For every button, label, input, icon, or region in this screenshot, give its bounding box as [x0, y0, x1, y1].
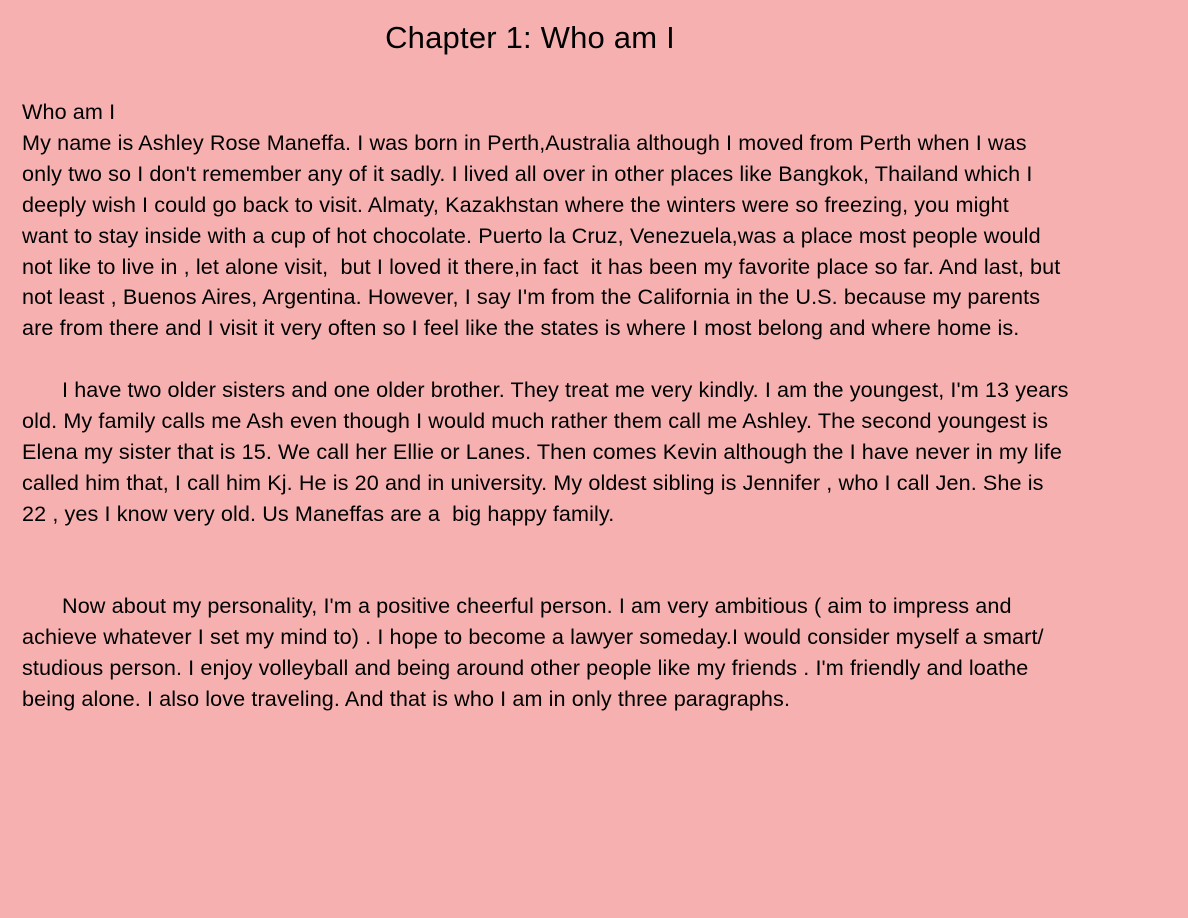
text-line: Now about my personality, I'm a positive cheerful person. I am very ambitious ( aim to impress and [62, 593, 1012, 619]
text-line: only two so I don't remember any of it sadly. I lived all over in other places like Bangkok, Thailand which I [22, 160, 1033, 186]
text-line: 22 , yes I know very old. Us Maneffas are a big happy family. [22, 500, 615, 526]
text-line: called him that, I call him Kj. He is 20 and in university. My oldest sibling is Jennifer , who I call Jen. She is [22, 469, 1044, 495]
text-line: My name is Ashley Rose Maneffa. I was born in Perth,Australia although I moved from Perth when I was [22, 129, 1027, 155]
paragraph-intro [22, 97, 1182, 344]
text-line: Who am I [22, 99, 116, 124]
text-line: I have two older sisters and one older brother. They treat me very kindly. I am the youngest, I'm 13 years [62, 377, 1069, 403]
text-line: not like to live in , let alone visit, but I loved it there,in fact it has been my favorite place so far. And last, but [22, 253, 1061, 279]
text-line: studious person. I enjoy volleyball and being around other people like my friends . I'm friendly and loathe [22, 655, 1029, 681]
text-line: achieve whatever I set my mind to) . I hope to become a lawyer someday.I would consider myself a smart/ [22, 624, 1044, 650]
text-line: want to stay inside with a cup of hot chocolate. Puerto la Cruz, Venezuela,was a place most people would [22, 222, 1041, 248]
paragraph-spacer [22, 344, 1182, 375]
document-body [22, 97, 1182, 715]
chapter-title: Chapter 1: Who am I [385, 20, 675, 55]
text-line: are from there and I visit it very often so I feel like the states is where I most belong and where home is. [22, 315, 1020, 341]
text-line: Elena my sister that is 15. We call her Ellie or Lanes. Then comes Kevin although the I have never in my life [22, 438, 1062, 464]
paragraph-personality [22, 591, 1182, 715]
paragraph-family [22, 375, 1182, 530]
text-line: old. My family calls me Ash even though I would much rather them call me Ashley. The second youngest is [22, 408, 1049, 434]
text-line: not least , Buenos Aires, Argentina. However, I say I'm from the California in the U.S. because my parents [22, 284, 1041, 310]
text-line: being alone. I also love traveling. And that is who I am in only three paragraphs. [22, 686, 791, 712]
paragraph-spacer [22, 530, 1182, 592]
text-line: deeply wish I could go back to visit. Almaty, Kazakhstan where the winters were so freezing, you might [22, 191, 1009, 217]
